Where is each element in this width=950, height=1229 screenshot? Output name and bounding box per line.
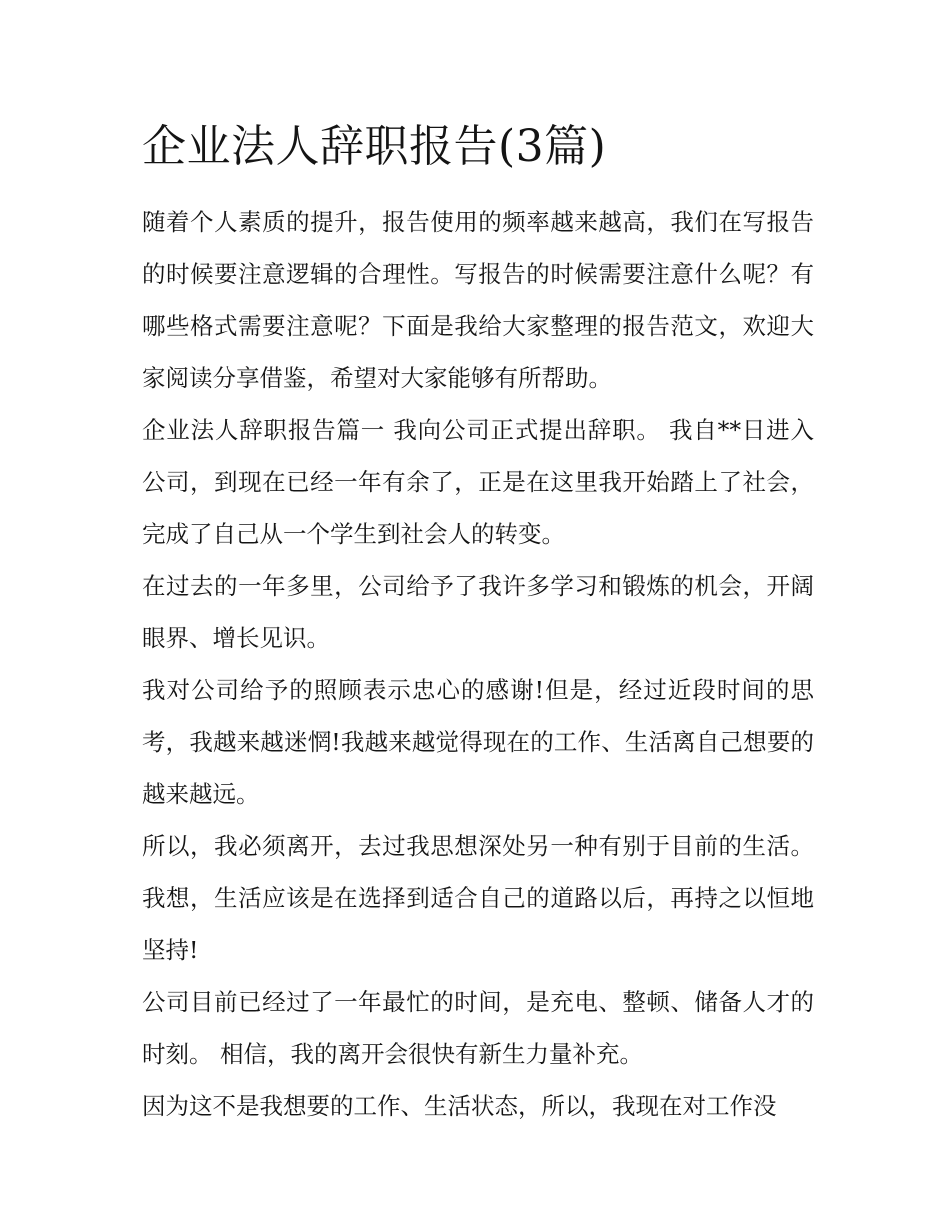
paragraph-resignation-statement: 企业法人辞职报告篇一 我向公司正式提出辞职。 我自**日进入公司，到现在已经一年有余了，正是在这里我开始踏上了社会，完成了自己从一个学生到社会人的转变。: [142, 416, 814, 548]
paragraph-reason: 所以，我必须离开，去过我思想深处另一种有别于目前的生活。 我想，生活应该是在选择到适合自己的道路以后，再持之以恒地坚持!: [142, 832, 814, 964]
paragraph-company-status: 公司目前已经过了一年最忙的时间，是充电、整顿、储备人才的时刻。 相信，我的离开会很快有新生力量补充。: [142, 988, 814, 1068]
document-title: 企业法人辞职报告(3篇): [142, 121, 607, 172]
paragraph-work-state: 因为这不是我想要的工作、生活状态，所以，我现在对工作没: [142, 1092, 777, 1120]
paragraph-past-year: 在过去的一年多里，公司给予了我许多学习和锻炼的机会，开阔眼界、增长见识。: [142, 572, 814, 652]
paragraph-intro: 随着个人素质的提升，报告使用的频率越来越高，我们在写报告的时候要注意逻辑的合理性。写报告的时候需要注意什么呢？有哪些格式需要注意呢？下面是我给大家整理的报告范文，欢迎大家阅读分享借鉴，希望对大家能够有所帮助。: [142, 208, 814, 392]
paragraph-gratitude: 我对公司给予的照顾表示忠心的感谢!但是，经过近段时间的思考，我越来越迷惘!我越来越觉得现在的工作、生活离自己想要的越来越远。: [142, 676, 814, 808]
document-body: [142, 196, 814, 1132]
